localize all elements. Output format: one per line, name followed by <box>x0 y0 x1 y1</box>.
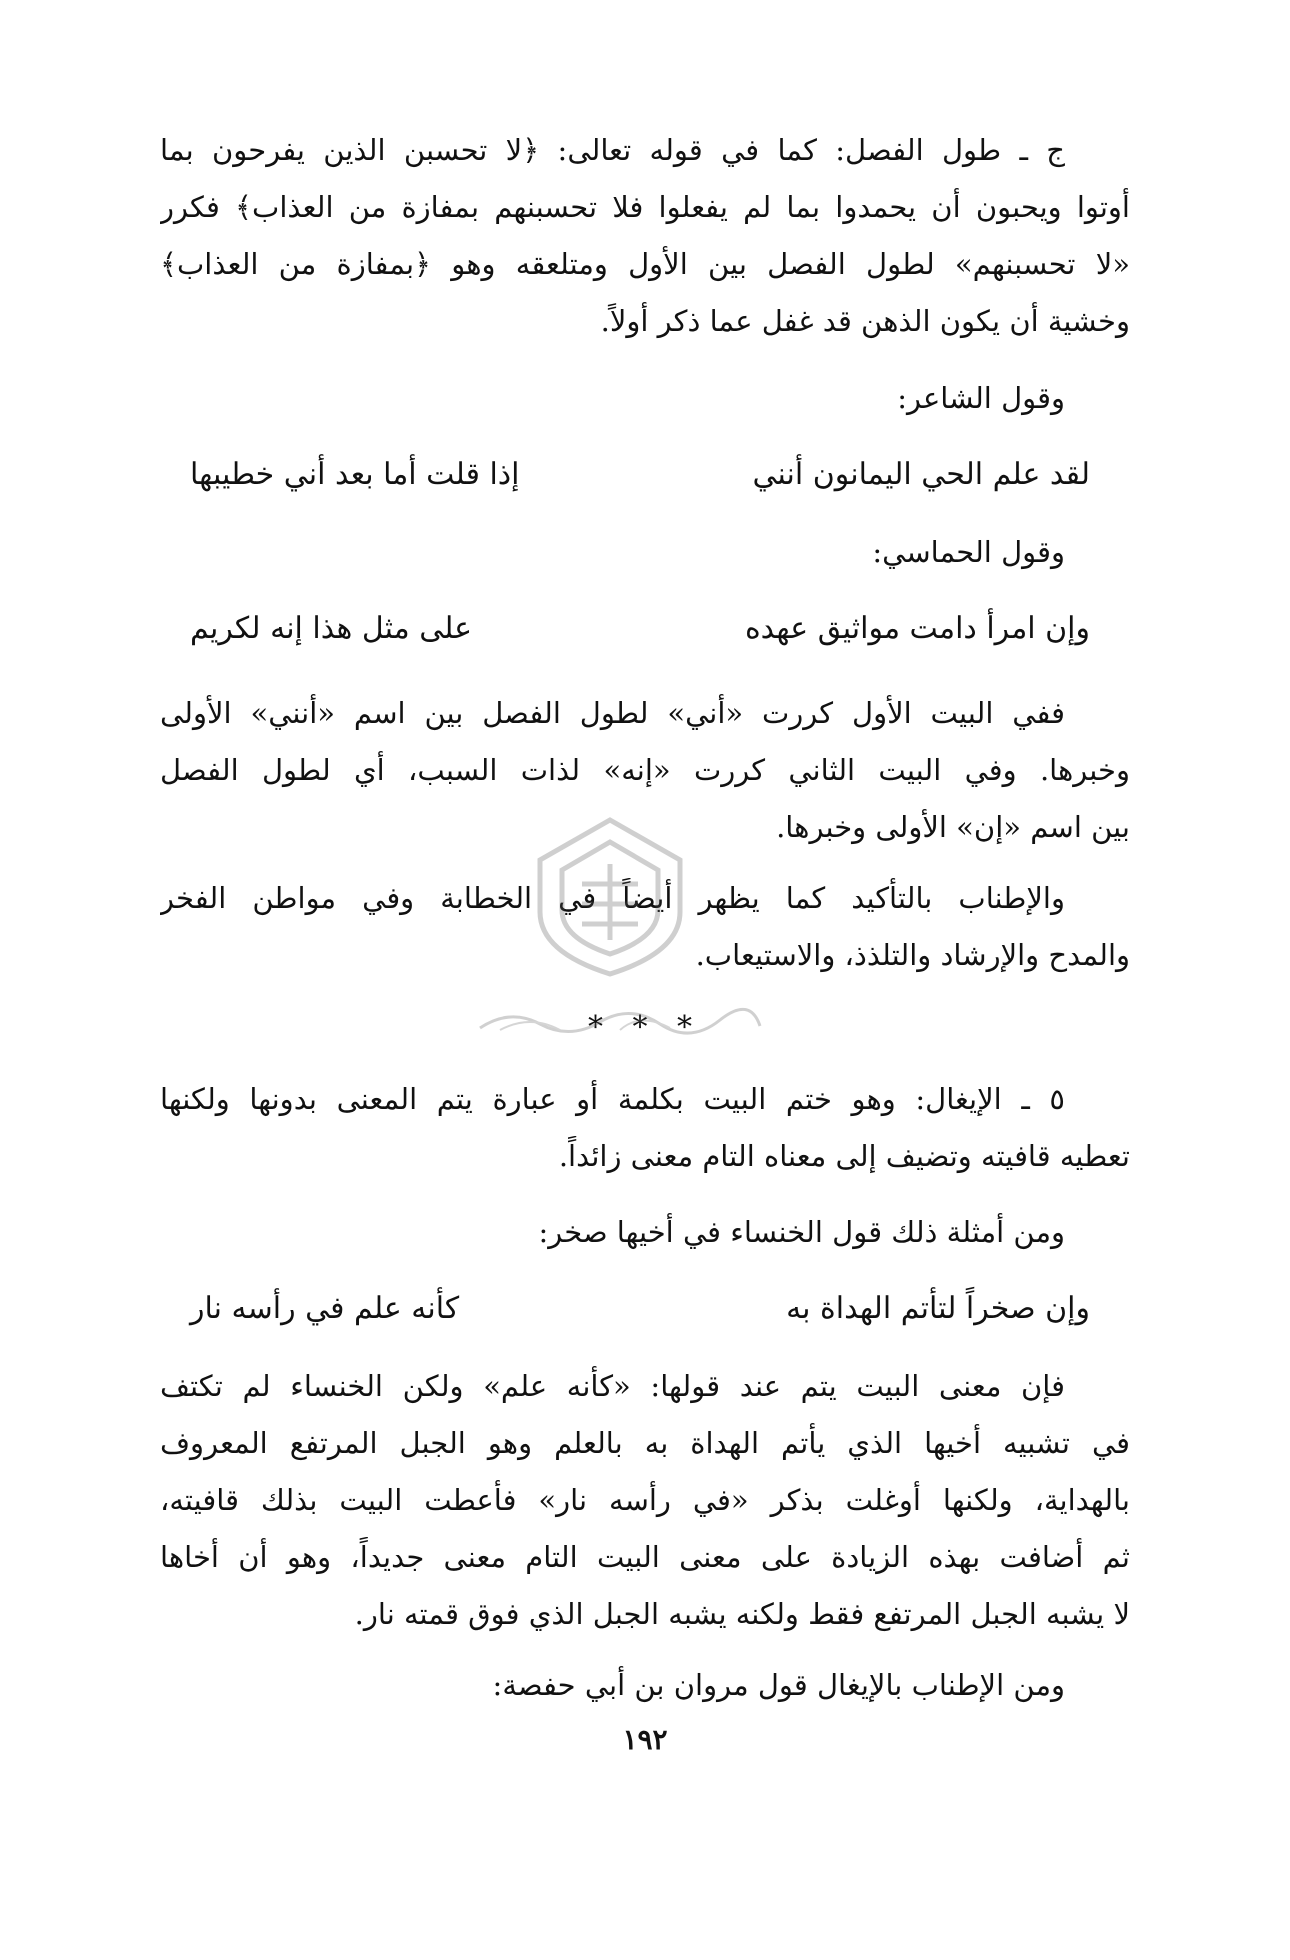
text-line: وخشية أن يكون الذهن قد غفل عما ذكر أولاً. <box>600 304 1130 338</box>
verse-hemistich-first: لقد علم الحي اليمانون أنني <box>752 457 1090 492</box>
watermark-signature-icon <box>470 1000 770 1040</box>
text-line: ٥ ـ الإيغال: وهو ختم البيت بكلمة أو عبارة يتم المعنى بدونها ولكنها <box>160 1082 1065 1116</box>
text-line: والإطناب بالتأكيد كما يظهر أيضاً في الخطابة وفي مواطن الفخر <box>160 881 1065 915</box>
text-line: تعطيه قافيته وتضيف إلى معناه التام معنى زائداً. <box>558 1139 1130 1173</box>
text-line: بالهداية، ولكنها أوغلت بذكر «في رأسه نار» فأعطت البيت بذلك قافيته، <box>160 1483 1130 1517</box>
text-line: ج ـ طول الفصل: كما في قوله تعالى: ﴿لا تحسبن الذين يفرحون بما <box>160 133 1065 167</box>
text-line: وقول الشاعر: <box>897 381 1065 415</box>
verse-hemistich-second: إذا قلت أما بعد أني خطيبها <box>190 457 520 492</box>
verse-line <box>160 609 1130 649</box>
text-line: والمدح والإرشاد والتلذذ، والاستيعاب. <box>695 938 1130 972</box>
verse-hemistich-first: وإن صخراً لتأتم الهداة به <box>786 1291 1090 1326</box>
text-line: في تشبيه أخيها الذي يأتم الهداة به بالعلم وهو الجبل المرتفع المعروف <box>160 1426 1130 1460</box>
verse-hemistich-second: على مثل هذا إنه لكريم <box>190 611 473 646</box>
verse-hemistich-second: كأنه علم في رأسه نار <box>190 1291 460 1326</box>
text-line: أوتوا ويحبون أن يحمدوا بما لم يفعلوا فلا تحسبنهم بمفازة من العذاب﴾ فكرر <box>160 190 1130 224</box>
text-line: ومن أمثلة ذلك قول الخنساء في أخيها صخر: <box>538 1215 1065 1249</box>
text-line: ففي البيت الأول كررت «أني» لطول الفصل بين اسم «أنني» الأولى <box>160 696 1065 730</box>
verse-hemistich-first: وإن امرأ دامت مواثيق عهده <box>744 611 1090 646</box>
text-line: وقول الحماسي: <box>872 535 1065 569</box>
text-line: ومن الإطناب بالإيغال قول مروان بن أبي حفصة: <box>492 1668 1065 1702</box>
section-separator: * * * <box>587 1010 703 1045</box>
verse-line <box>160 455 1130 495</box>
page-number: ١٩٢ <box>622 1723 668 1756</box>
text-line: «لا تحسبنهم» لطول الفصل بين الأول ومتلعقه وهو ﴿بمفازة من العذاب﴾ <box>160 247 1130 281</box>
text-line: وخبرها. وفي البيت الثاني كررت «إنه» لذات السبب، أي لطول الفصل <box>160 753 1130 787</box>
library-emblem-icon <box>520 812 700 982</box>
text-line: بين اسم «إن» الأولى وخبرها. <box>776 810 1130 844</box>
text-line: ثم أضافت بهذه الزيادة على معنى البيت التام معنى جديداً، وهو أن أخاها <box>160 1540 1130 1574</box>
text-line: فإن معنى البيت يتم عند قولها: «كأنه علم» ولكن الخنساء لم تكتف <box>160 1369 1065 1403</box>
verse-line <box>160 1289 1130 1329</box>
text-line: لا يشبه الجبل المرتفع فقط ولكنه يشبه الجبل الذي فوق قمته نار. <box>354 1597 1130 1631</box>
